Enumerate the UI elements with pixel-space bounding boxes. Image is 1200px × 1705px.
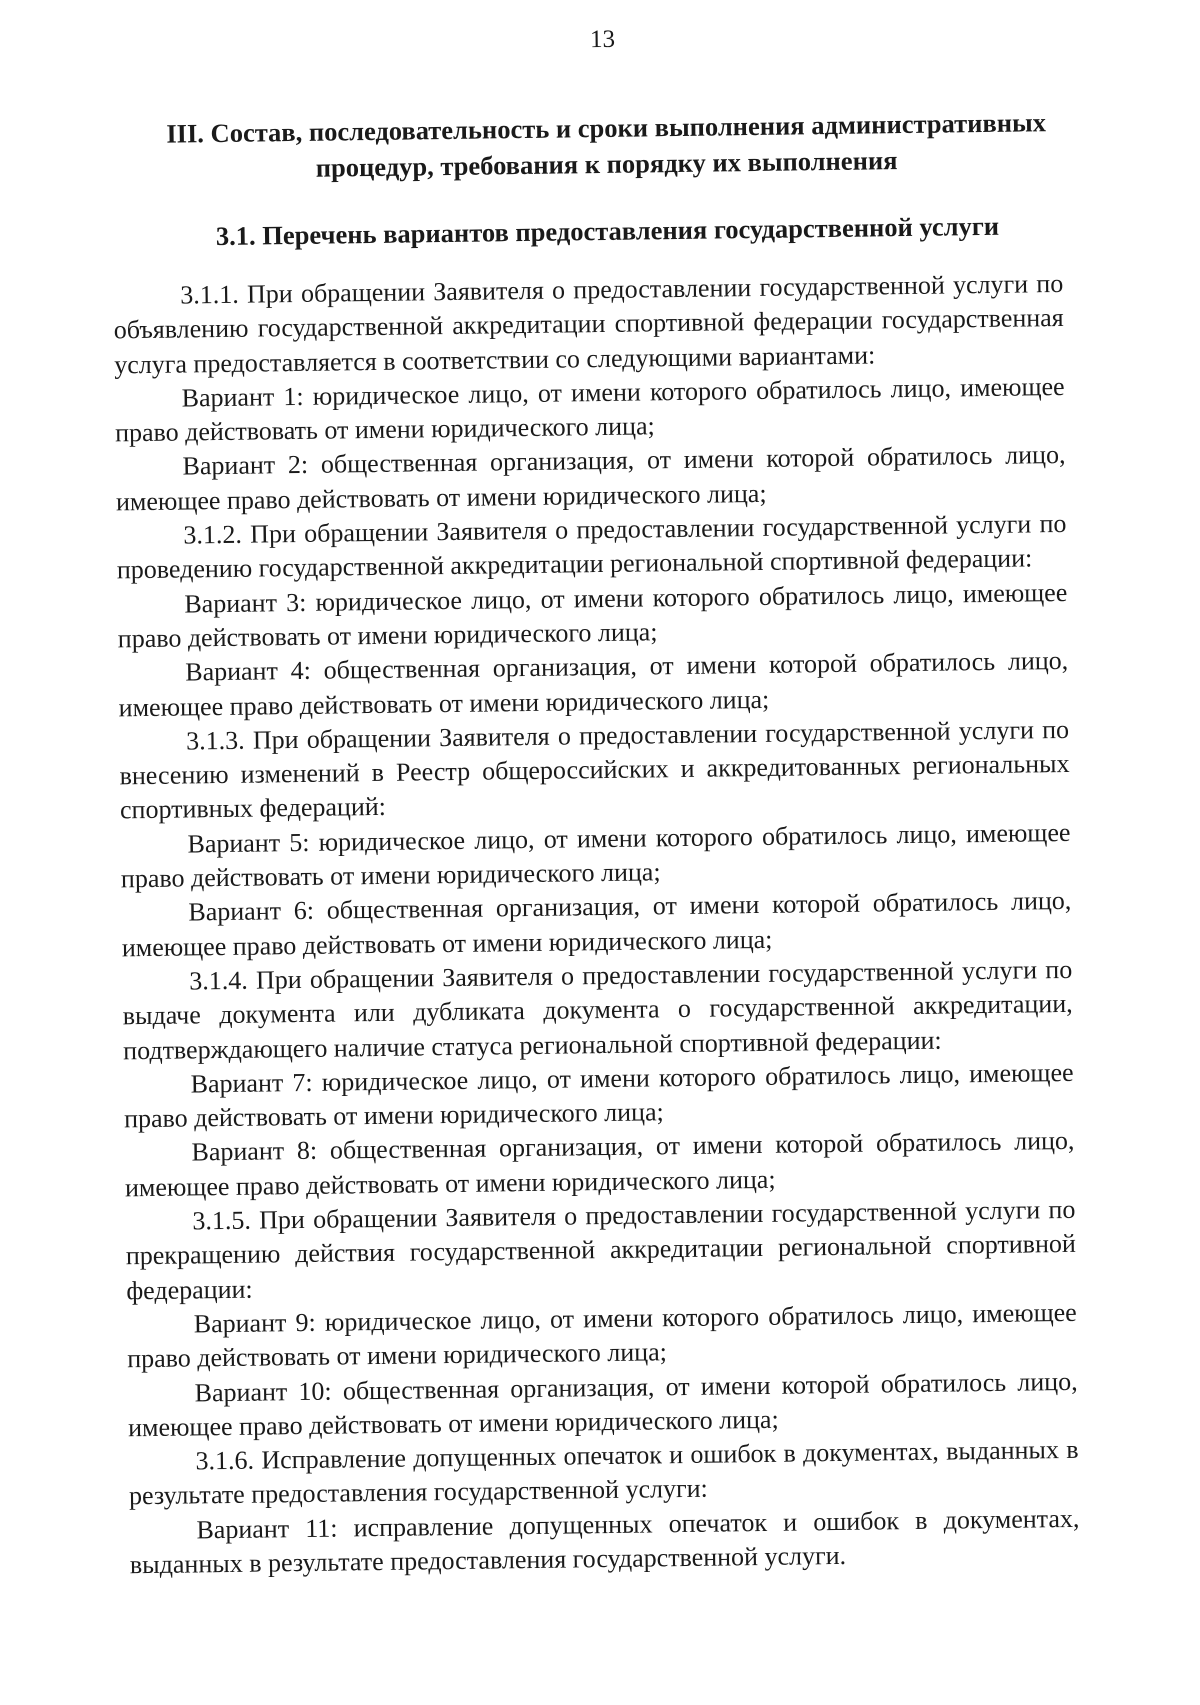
paragraph-3-1-6: 3.1.6. Исправление допущенных опечаток и ошибок в документах, выданных в результате предоставления государственной услуги: <box>128 1434 1079 1511</box>
paragraph-3-1-1: 3.1.1. При обращении Заявителя о предоставлении государственной услуги по объявлению государственной аккредитации спортивной федерации государственная услуга предоставляется в соответствии со следующими вариантами: <box>113 268 1064 379</box>
variant-8: Вариант 8: общественная организация, от имени которой обратилось лицо, имеющее право действовать от имени юридического лица; <box>124 1126 1075 1203</box>
section-title: III. Состав, последовательность и сроки выполнения административных процедур, требования к порядку их выполнения <box>166 107 1047 183</box>
document-body <box>113 267 1080 1583</box>
variant-7: Вариант 7: юридическое лицо, от имени которого обратилось лицо, имеющее право действовать от имени юридического лица; <box>123 1057 1074 1134</box>
variant-9: Вариант 9: юридическое лицо, от имени которого обратилось лицо, имеющее право действовать от имени юридического лица; <box>127 1297 1077 1374</box>
variant-2: Вариант 2: общественная организация, от имени которой обратилось лицо, имеющее право действовать от имени юридического лица; <box>115 440 1066 517</box>
variant-10: Вариант 10: общественная организация, от имени которой обратилось лицо, имеющее право действовать от имени юридического лица; <box>127 1366 1078 1443</box>
page-number: 13 <box>589 25 616 54</box>
paragraph-3-1-2: 3.1.2. При обращении Заявителя о предоставлении государственной услуги по проведению государственной аккредитации региональной спортивной федерации: <box>116 509 1067 585</box>
subsection-title: 3.1. Перечень вариантов предоставления государственной услуги <box>215 210 1000 252</box>
variant-11: Вариант 11: исправление допущенных опечаток и ошибок в документах, выданных в результате предоставления государственной услуги. <box>129 1503 1080 1580</box>
paragraph-3-1-3: 3.1.3. При обращении Заявителя о предоставлении государственной услуги по внесению изменений в Реестр общероссийских и аккредитованных региональных спортивных федераций: <box>119 714 1070 825</box>
variant-4: Вариант 4: общественная организация, от имени которой обратилось лицо, имеющее право действовать от имени юридического лица; <box>118 646 1069 722</box>
variant-5: Вариант 5: юридическое лицо, от имени которого обратилось лицо, имеющее право действовать от имени юридического лица; <box>120 817 1071 894</box>
variant-3: Вариант 3: юридическое лицо, от имени которого обратилось лицо, имеющее право действовать от имени юридического лица; <box>117 577 1068 654</box>
paragraph-3-1-5: 3.1.5. При обращении Заявителя о предоставлении государственной услуги по прекращению действия государственной аккредитации региональной спортивной федерации: <box>125 1194 1076 1305</box>
variant-1: Вариант 1: юридическое лицо, от имени которого обратилось лицо, имеющее право действовать от имени юридического лица; <box>114 371 1065 448</box>
paragraph-3-1-4: 3.1.4. При обращении Заявителя о предоставлении государственной услуги по выдаче документа или дубликата документа о государственной аккредитации, подтверждающего наличие статуса региональной спортивной федерации: <box>122 954 1073 1065</box>
variant-6: Вариант 6: общественная организация, от имени которой обратилось лицо, имеющее право действовать от имени юридического лица; <box>121 886 1072 962</box>
